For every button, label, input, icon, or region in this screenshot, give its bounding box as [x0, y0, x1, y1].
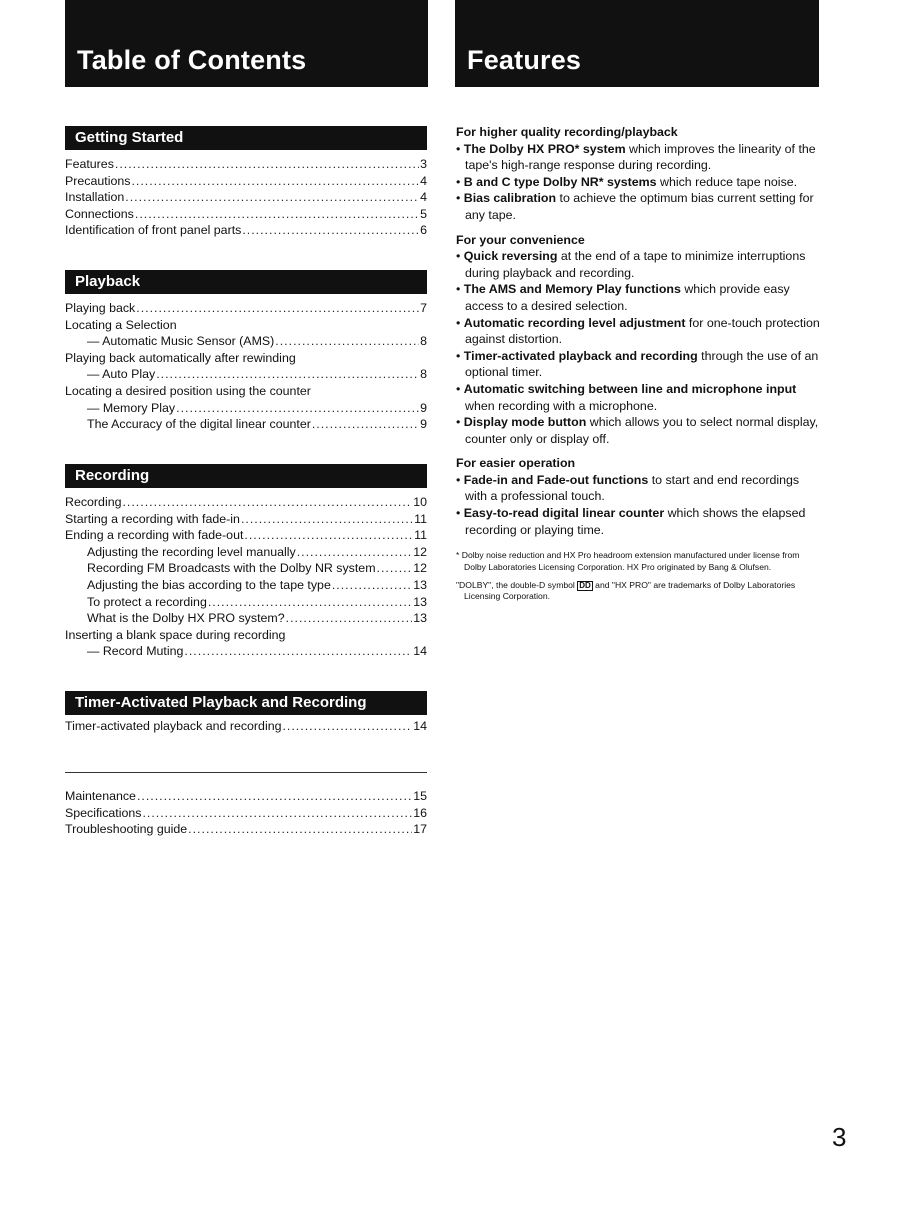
- section-header: Playback: [65, 270, 427, 294]
- dot-leader: [142, 805, 412, 822]
- toc-entry-page: 11: [414, 528, 427, 543]
- feature-group-heading: For your convenience: [456, 232, 585, 247]
- feature-description: which shows the elapsed recording or playing time.: [465, 506, 806, 537]
- dot-leader: [136, 300, 419, 317]
- feature-name: B and C type Dolby NR* systems: [463, 174, 657, 189]
- toc-entry-title: Maintenance: [65, 789, 136, 803]
- toc-entry-title: — Memory Play: [87, 400, 176, 415]
- footnotes: [456, 550, 821, 603]
- dot-leader: [137, 788, 412, 805]
- feature-item: • Bias calibration to achieve the optimum bias current setting for any tape.: [456, 191, 814, 222]
- dot-leader: [244, 527, 413, 544]
- feature-description: at the end of a tape to minimize interruptions during playback and recording.: [465, 249, 806, 280]
- feature-name: The AMS and Memory Play functions: [463, 282, 681, 297]
- toc-entry-page: 12: [413, 544, 427, 559]
- toc-entry-page: 13: [413, 611, 427, 626]
- feature-description: through the use of an optional timer.: [465, 348, 819, 380]
- feature-name: Bias calibration: [463, 191, 557, 206]
- feature-description: which reduce tape noise.: [656, 174, 798, 189]
- double-d-symbol-icon: DD: [579, 581, 591, 591]
- toc-entry-title: Specifications: [65, 805, 142, 820]
- feature-group: [456, 232, 821, 448]
- toc-section-recording: [65, 464, 427, 660]
- dot-leader: [176, 400, 419, 417]
- toc-entry: [65, 300, 427, 317]
- toc-entry-title: — Auto Play: [87, 367, 156, 382]
- dot-leader: [156, 366, 419, 383]
- toc-entry: [65, 788, 427, 805]
- toc-entry-title: Features: [65, 157, 114, 171]
- toc-entry: [65, 805, 427, 822]
- feature-name: Timer-activated playback and recording: [463, 348, 698, 363]
- feature-name: Display mode button: [463, 415, 587, 430]
- toc-entry: [65, 366, 427, 383]
- section-header: Recording: [65, 464, 427, 488]
- toc-divider: [65, 772, 427, 773]
- toc-entry: [65, 544, 427, 561]
- toc-title: Table of Contents: [77, 45, 307, 75]
- toc-section-playback: [65, 270, 427, 433]
- toc-entry: [65, 560, 427, 577]
- dot-leader: [125, 189, 419, 206]
- feature-item: • Display mode button which allows you to select normal display, counter only or display off.: [456, 415, 819, 446]
- feature-group-heading: For easier operation: [456, 456, 576, 471]
- feature-name: Automatic switching between line and microphone input: [463, 381, 797, 396]
- section-header: Timer-Activated Playback and Recording: [65, 691, 427, 715]
- toc-entry-page: 14: [413, 719, 427, 733]
- toc-entry-title: What is the Dolby HX PRO system?: [87, 611, 285, 626]
- toc-entry-title: — Automatic Music Sensor (AMS): [87, 334, 275, 349]
- toc-entry-title: Playing back: [65, 301, 136, 315]
- toc-entry-title: Connections: [65, 206, 134, 221]
- dot-leader: [122, 494, 412, 511]
- toc-entry-page: 3: [420, 157, 427, 171]
- dot-leader: [275, 333, 419, 350]
- footnote-dolby-license: * Dolby noise reduction and HX Pro headroom extension manufactured under license from Dolby Laboratories Licensing Corporation. HX Pro originated by Bang & Olufsen.: [456, 550, 800, 572]
- feature-name: Easy-to-read digital linear counter: [463, 506, 665, 521]
- feature-item: • Automatic switching between line and microphone input when recording with a microphone.: [456, 381, 797, 413]
- toc-entry-title: Adjusting the bias according to the tape type: [87, 577, 331, 592]
- toc-entry: [65, 594, 427, 611]
- feature-name: Fade-in and Fade-out functions: [463, 472, 649, 487]
- toc-entry-title: To protect a recording: [87, 594, 207, 609]
- toc-entry-title: Installation: [65, 190, 125, 205]
- toc-entry-title: Timer-activated playback and recording: [65, 719, 282, 733]
- toc-entry-title: Precautions: [65, 173, 131, 188]
- feature-item: • Timer-activated playback and recording through the use of an optional timer.: [456, 348, 819, 380]
- toc-entry-title: Troubleshooting guide: [65, 822, 188, 837]
- feature-group: [456, 455, 821, 538]
- toc-entry: [65, 173, 427, 190]
- dot-leader: [332, 577, 412, 594]
- toc-entry-page: 8: [420, 334, 427, 349]
- toc-entry-page: 6: [420, 223, 427, 238]
- footnote-trademarks: "DOLBY", the double-D symbol DD and "HX PRO" are trademarks of Dolby Laboratories Licensing Corporation.: [456, 580, 796, 602]
- features-list: [456, 124, 821, 610]
- toc-entry-page: 9: [420, 400, 427, 415]
- dot-leader: [286, 610, 413, 627]
- toc-entry-heading: Inserting a blank space during recording: [65, 627, 286, 642]
- toc-entry-page: 15: [413, 789, 427, 803]
- section-header: Getting Started: [65, 126, 427, 150]
- toc-entry-page: 10: [413, 495, 427, 509]
- dot-leader: [377, 560, 413, 577]
- feature-item: • Automatic recording level adjustment for one-touch protection against distortion.: [456, 315, 820, 347]
- feature-description: to start and end recordings with a professional touch.: [465, 472, 800, 504]
- toc-entry-heading: Playing back automatically after rewinding: [65, 350, 296, 365]
- dot-leader: [241, 511, 413, 528]
- toc-entry: [65, 333, 427, 350]
- toc-entry: [65, 643, 427, 660]
- dot-leader: [208, 594, 412, 611]
- dot-leader: [282, 718, 412, 735]
- toc-entry: [65, 494, 427, 511]
- toc-entry-title: Identification of front panel parts: [65, 223, 242, 238]
- toc-entry: [65, 156, 427, 173]
- feature-group: [456, 124, 821, 224]
- toc-section-getting-started: [65, 126, 427, 239]
- dot-leader: [115, 156, 419, 173]
- feature-group-heading: For higher quality recording/playback: [456, 125, 678, 139]
- toc-entry-page: 12: [413, 561, 427, 576]
- toc-entry: [65, 610, 427, 627]
- features-title: Features: [467, 45, 582, 75]
- toc-entry-title: Recording FM Broadcasts with the Dolby NR system: [87, 561, 376, 576]
- page-number: 3: [832, 1122, 847, 1152]
- toc-entry: [65, 511, 427, 528]
- toc-entry-page: 17: [413, 822, 427, 837]
- toc-banner: [65, 0, 428, 87]
- toc-entry-page: 9: [420, 417, 427, 432]
- toc-entry-page: 4: [420, 173, 427, 188]
- toc-entry-page: 7: [420, 301, 427, 315]
- toc-entry-title: Adjusting the recording level manually: [87, 544, 296, 559]
- feature-item: • B and C type Dolby NR* systems which reduce tape noise.: [456, 174, 798, 189]
- features-banner: [455, 0, 819, 87]
- toc-entry-title: Starting a recording with fade-in: [65, 511, 240, 526]
- feature-name: The Dolby HX PRO* system: [463, 141, 626, 156]
- toc-entry: [65, 222, 427, 239]
- toc-section-misc: [65, 788, 427, 838]
- toc-entry: [65, 577, 427, 594]
- feature-item: • Fade-in and Fade-out functions to start and end recordings with a professional touch.: [456, 472, 800, 504]
- dot-leader: [297, 544, 413, 561]
- toc-entry-page: 11: [414, 511, 427, 526]
- feature-description: to achieve the optimum bias current setting for any tape.: [465, 191, 814, 222]
- toc-section-timer: [65, 691, 427, 735]
- toc-entry-title: Ending a recording with fade-out: [65, 528, 244, 543]
- toc-entry-page: 13: [413, 577, 427, 592]
- feature-item: • The AMS and Memory Play functions which provide easy access to a desired selection.: [456, 282, 790, 313]
- toc-entry-heading: Locating a desired position using the counter: [65, 383, 311, 398]
- toc-entry: [65, 821, 427, 838]
- toc-entry-heading: Locating a Selection: [65, 317, 177, 332]
- toc-entry-page: 16: [413, 805, 427, 820]
- dot-leader: [184, 643, 412, 660]
- dot-leader: [131, 173, 419, 190]
- feature-description: which allows you to select normal display, counter only or display off.: [465, 415, 819, 446]
- toc-entry: [65, 718, 427, 735]
- dot-leader: [188, 821, 412, 838]
- feature-name: Automatic recording level adjustment: [463, 315, 686, 330]
- feature-item: • Easy-to-read digital linear counter which shows the elapsed recording or playing time.: [456, 506, 806, 537]
- feature-item: • The Dolby HX PRO* system which improves the linearity of the tape's high-range response during recording.: [456, 141, 816, 173]
- feature-description: for one-touch protection against distortion.: [465, 315, 820, 347]
- toc-entry-page: 5: [420, 206, 427, 221]
- feature-name: Quick reversing: [463, 249, 558, 264]
- toc-entry-title: Recording: [65, 495, 122, 509]
- toc-entry-title: — Record Muting: [87, 644, 184, 659]
- feature-item: • Quick reversing at the end of a tape to minimize interruptions during playback and recording.: [456, 249, 806, 280]
- toc-entry: [65, 400, 427, 417]
- toc-entry-page: 14: [413, 644, 427, 659]
- dot-leader: [135, 206, 419, 223]
- toc-entry: [65, 189, 427, 206]
- feature-description: which provide easy access to a desired selection.: [465, 282, 790, 313]
- dot-leader: [242, 222, 419, 239]
- feature-description: which improves the linearity of the tape's high-range response during recording.: [465, 141, 816, 173]
- dot-leader: [312, 416, 419, 433]
- toc-entry: [65, 416, 427, 433]
- toc-entry-page: 4: [420, 190, 427, 205]
- toc-entry: [65, 527, 427, 544]
- toc-entry-page: 13: [413, 594, 427, 609]
- feature-description: when recording with a microphone.: [465, 398, 658, 413]
- toc-entry: [65, 206, 427, 223]
- toc-entry-title: The Accuracy of the digital linear counter: [87, 417, 311, 432]
- toc-entry-page: 8: [420, 367, 427, 382]
